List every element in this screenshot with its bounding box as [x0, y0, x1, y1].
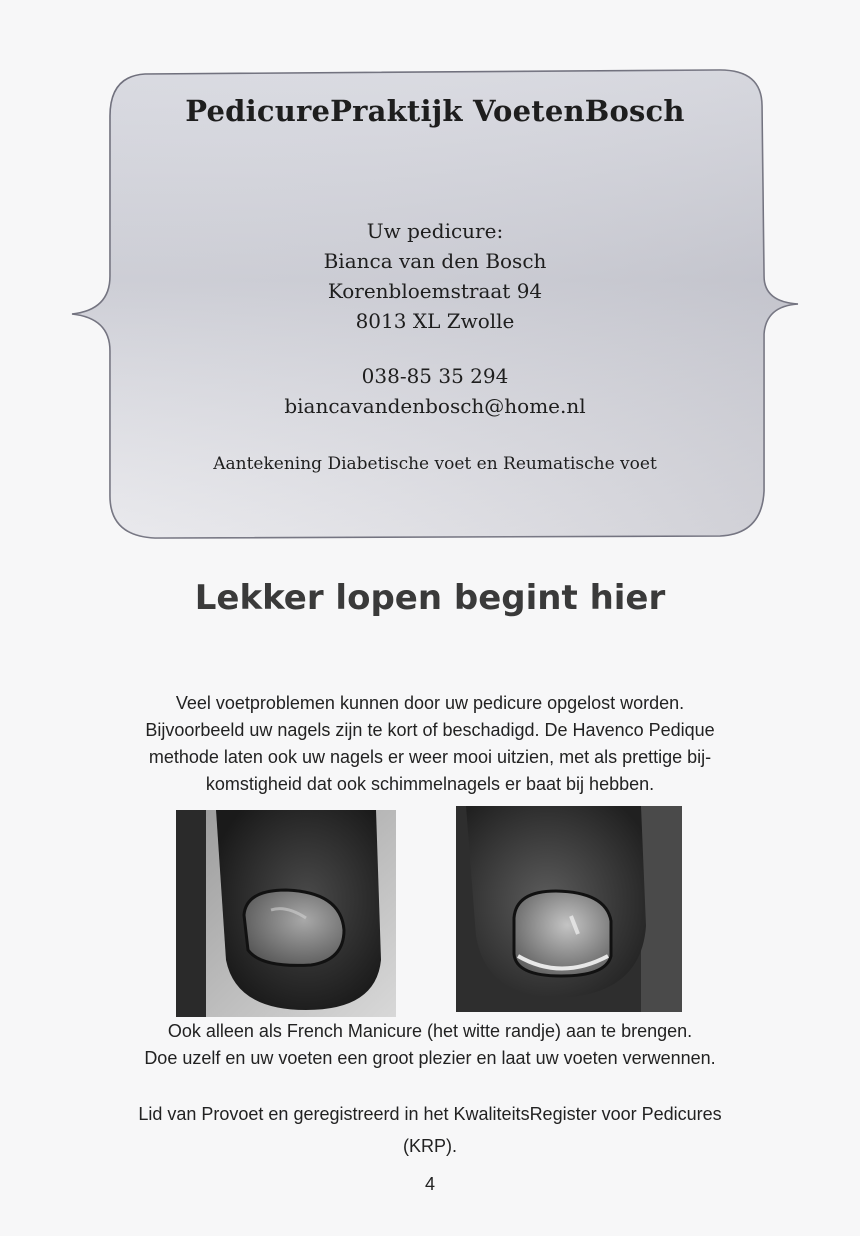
- toenail-before-photo: [176, 810, 396, 1017]
- contact-block: [110, 361, 760, 421]
- pedicure-name: Bianca van den Bosch: [323, 249, 547, 273]
- intro-line: methode laten ook uw nagels er weer mooi uitzien, met als prettige bij-: [148, 747, 712, 767]
- postal-city: 8013 XL Zwolle: [355, 309, 515, 333]
- intro-line: Veel voetproblemen kunnen door uw pedicure opgelost worden.: [175, 693, 685, 713]
- membership-line: Lid van Provoet en geregistreerd in het KwaliteitsRegister voor Pedicures: [138, 1104, 722, 1124]
- intro-line: Bijvoorbeeld uw nagels zijn te kort of beschadigd. De Havenco Pedique: [145, 720, 715, 740]
- phone-number: 038-85 35 294: [361, 364, 509, 388]
- pedicure-address-block: [110, 216, 760, 336]
- closing-line: Ook alleen als French Manicure (het witte randje) aan te brengen.: [167, 1021, 693, 1041]
- intro-paragraph: [95, 690, 765, 798]
- business-card: [70, 66, 800, 546]
- membership-paragraph: [80, 1098, 780, 1162]
- practice-name: PedicurePraktijk VoetenBosch: [185, 94, 685, 128]
- page-number: 4: [424, 1174, 435, 1194]
- membership-line: (KRP).: [403, 1136, 457, 1156]
- pedicure-label: Uw pedicure:: [366, 219, 504, 243]
- page-headline: Lekker lopen begint hier: [194, 578, 666, 618]
- intro-line: komstigheid dat ook schimmelnagels er baat bij hebben.: [205, 774, 655, 794]
- toenail-after-photo: [456, 806, 682, 1012]
- closing-line: Doe uzelf en uw voeten een groot plezier en laat uw voeten verwennen.: [144, 1048, 716, 1068]
- business-card-text: [110, 66, 760, 546]
- specialization-note: Aantekening Diabetische voet en Reumatische voet: [213, 454, 657, 474]
- street-address: Korenbloemstraat 94: [327, 279, 543, 303]
- closing-paragraph: [80, 1018, 780, 1072]
- email-address: biancavandenbosch@home.nl: [284, 394, 586, 418]
